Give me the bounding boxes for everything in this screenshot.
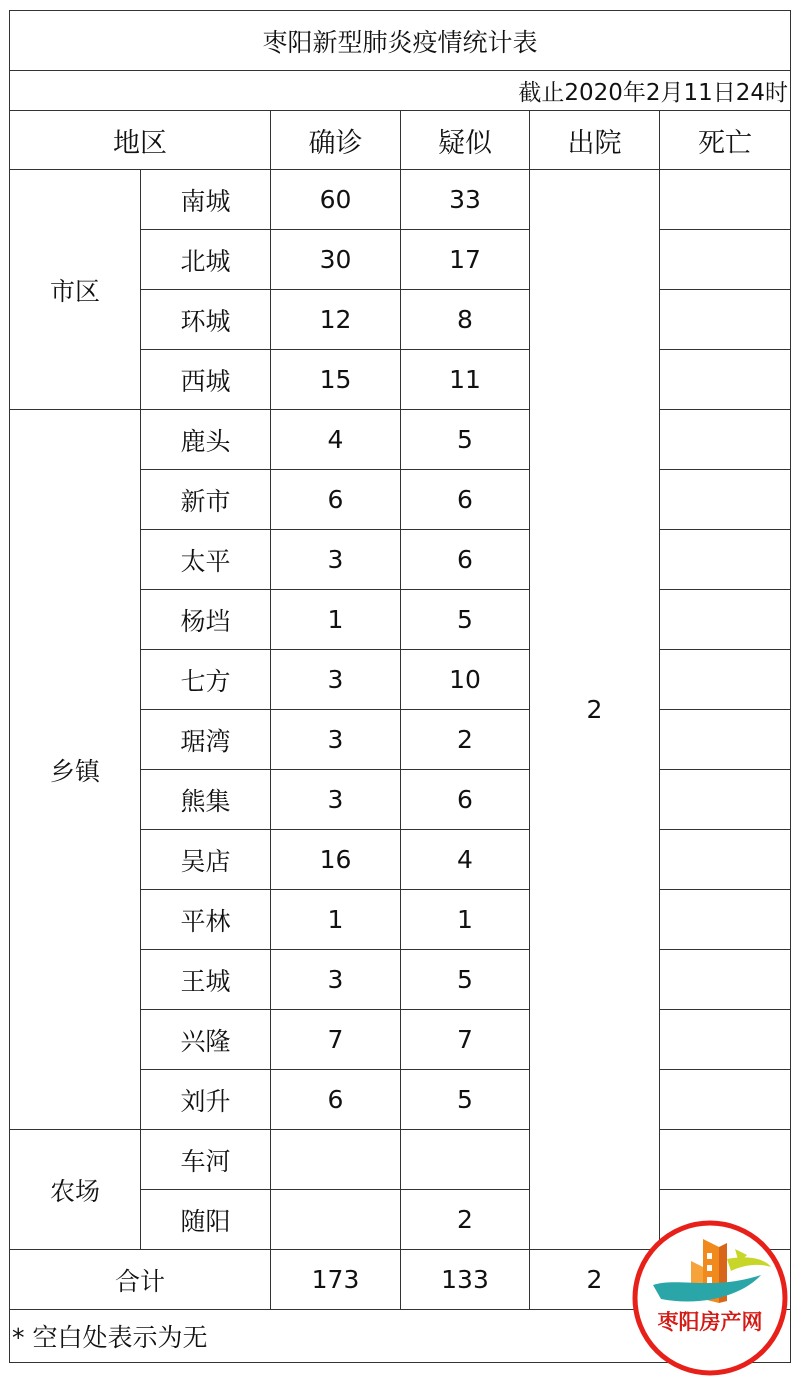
row-suspected: 33 <box>401 170 530 230</box>
row-deaths <box>660 530 791 590</box>
group-towns: 乡镇 <box>10 410 141 1130</box>
row-name: 随阳 <box>141 1190 271 1250</box>
epidemic-stats-table <box>9 10 791 1363</box>
row-suspected: 5 <box>401 1070 530 1130</box>
row-deaths <box>660 710 791 770</box>
row-suspected: 8 <box>401 290 530 350</box>
row-deaths <box>660 170 791 230</box>
group-urban: 市区 <box>10 170 141 410</box>
row-confirmed: 7 <box>271 1010 401 1070</box>
row-name: 新市 <box>141 470 271 530</box>
row-deaths <box>660 650 791 710</box>
row-suspected: 5 <box>401 950 530 1010</box>
row-confirmed <box>271 1130 401 1190</box>
row-confirmed: 16 <box>271 830 401 890</box>
row-deaths <box>660 830 791 890</box>
row-suspected: 4 <box>401 830 530 890</box>
row-deaths <box>660 1130 791 1190</box>
row-suspected: 6 <box>401 770 530 830</box>
row-deaths <box>660 230 791 290</box>
row-name: 鹿头 <box>141 410 271 470</box>
table-row <box>10 1130 791 1190</box>
row-name: 七方 <box>141 650 271 710</box>
row-suspected <box>401 1130 530 1190</box>
row-suspected: 7 <box>401 1010 530 1070</box>
as-of-date: 截止2020年2月11日24时 <box>10 71 791 111</box>
row-name: 车河 <box>141 1130 271 1190</box>
row-confirmed: 6 <box>271 1070 401 1130</box>
row-confirmed: 15 <box>271 350 401 410</box>
header-row <box>10 111 791 170</box>
total-label: 合计 <box>10 1250 271 1310</box>
row-suspected: 6 <box>401 530 530 590</box>
row-suspected: 10 <box>401 650 530 710</box>
table-row <box>10 170 791 230</box>
row-deaths <box>660 950 791 1010</box>
watermark-text: 枣阳房产网 <box>657 1309 763 1334</box>
row-name: 杨垱 <box>141 590 271 650</box>
row-deaths <box>660 1070 791 1130</box>
row-name: 刘升 <box>141 1070 271 1130</box>
header-suspected: 疑似 <box>401 111 530 170</box>
row-name: 环城 <box>141 290 271 350</box>
row-name: 王城 <box>141 950 271 1010</box>
row-deaths <box>660 350 791 410</box>
group-farms: 农场 <box>10 1130 141 1250</box>
row-name: 吴店 <box>141 830 271 890</box>
row-deaths <box>660 410 791 470</box>
row-confirmed: 3 <box>271 710 401 770</box>
row-confirmed: 12 <box>271 290 401 350</box>
row-deaths <box>660 1010 791 1070</box>
date-row <box>10 71 791 111</box>
total-discharged: 2 <box>530 1250 660 1310</box>
title-row <box>10 11 791 71</box>
row-confirmed: 60 <box>271 170 401 230</box>
footnote: * 空白处表示为无 <box>10 1310 791 1363</box>
header-confirmed: 确诊 <box>271 111 401 170</box>
header-discharged: 出院 <box>530 111 660 170</box>
row-confirmed: 3 <box>271 530 401 590</box>
row-confirmed: 3 <box>271 950 401 1010</box>
row-name: 平林 <box>141 890 271 950</box>
header-deaths: 死亡 <box>660 111 791 170</box>
row-name: 西城 <box>141 350 271 410</box>
header-region: 地区 <box>10 111 271 170</box>
row-suspected: 1 <box>401 890 530 950</box>
row-suspected: 17 <box>401 230 530 290</box>
row-confirmed: 1 <box>271 590 401 650</box>
total-suspected: 133 <box>401 1250 530 1310</box>
total-confirmed: 173 <box>271 1250 401 1310</box>
discharged-merged: 2 <box>530 170 660 1250</box>
row-suspected: 5 <box>401 410 530 470</box>
row-deaths <box>660 470 791 530</box>
row-deaths <box>660 770 791 830</box>
row-confirmed: 6 <box>271 470 401 530</box>
row-confirmed <box>271 1190 401 1250</box>
table-title: 枣阳新型肺炎疫情统计表 <box>10 11 791 71</box>
row-name: 兴隆 <box>141 1010 271 1070</box>
row-suspected: 2 <box>401 1190 530 1250</box>
row-name: 太平 <box>141 530 271 590</box>
table-row <box>10 410 791 470</box>
row-name: 北城 <box>141 230 271 290</box>
row-suspected: 2 <box>401 710 530 770</box>
row-deaths <box>660 290 791 350</box>
row-confirmed: 3 <box>271 650 401 710</box>
row-suspected: 6 <box>401 470 530 530</box>
row-confirmed: 30 <box>271 230 401 290</box>
row-deaths <box>660 590 791 650</box>
row-suspected: 11 <box>401 350 530 410</box>
row-name: 南城 <box>141 170 271 230</box>
row-confirmed: 4 <box>271 410 401 470</box>
row-confirmed: 3 <box>271 770 401 830</box>
row-suspected: 5 <box>401 590 530 650</box>
row-name: 琚湾 <box>141 710 271 770</box>
row-name: 熊集 <box>141 770 271 830</box>
row-deaths <box>660 890 791 950</box>
row-confirmed: 1 <box>271 890 401 950</box>
watermark-logo <box>631 1219 789 1377</box>
